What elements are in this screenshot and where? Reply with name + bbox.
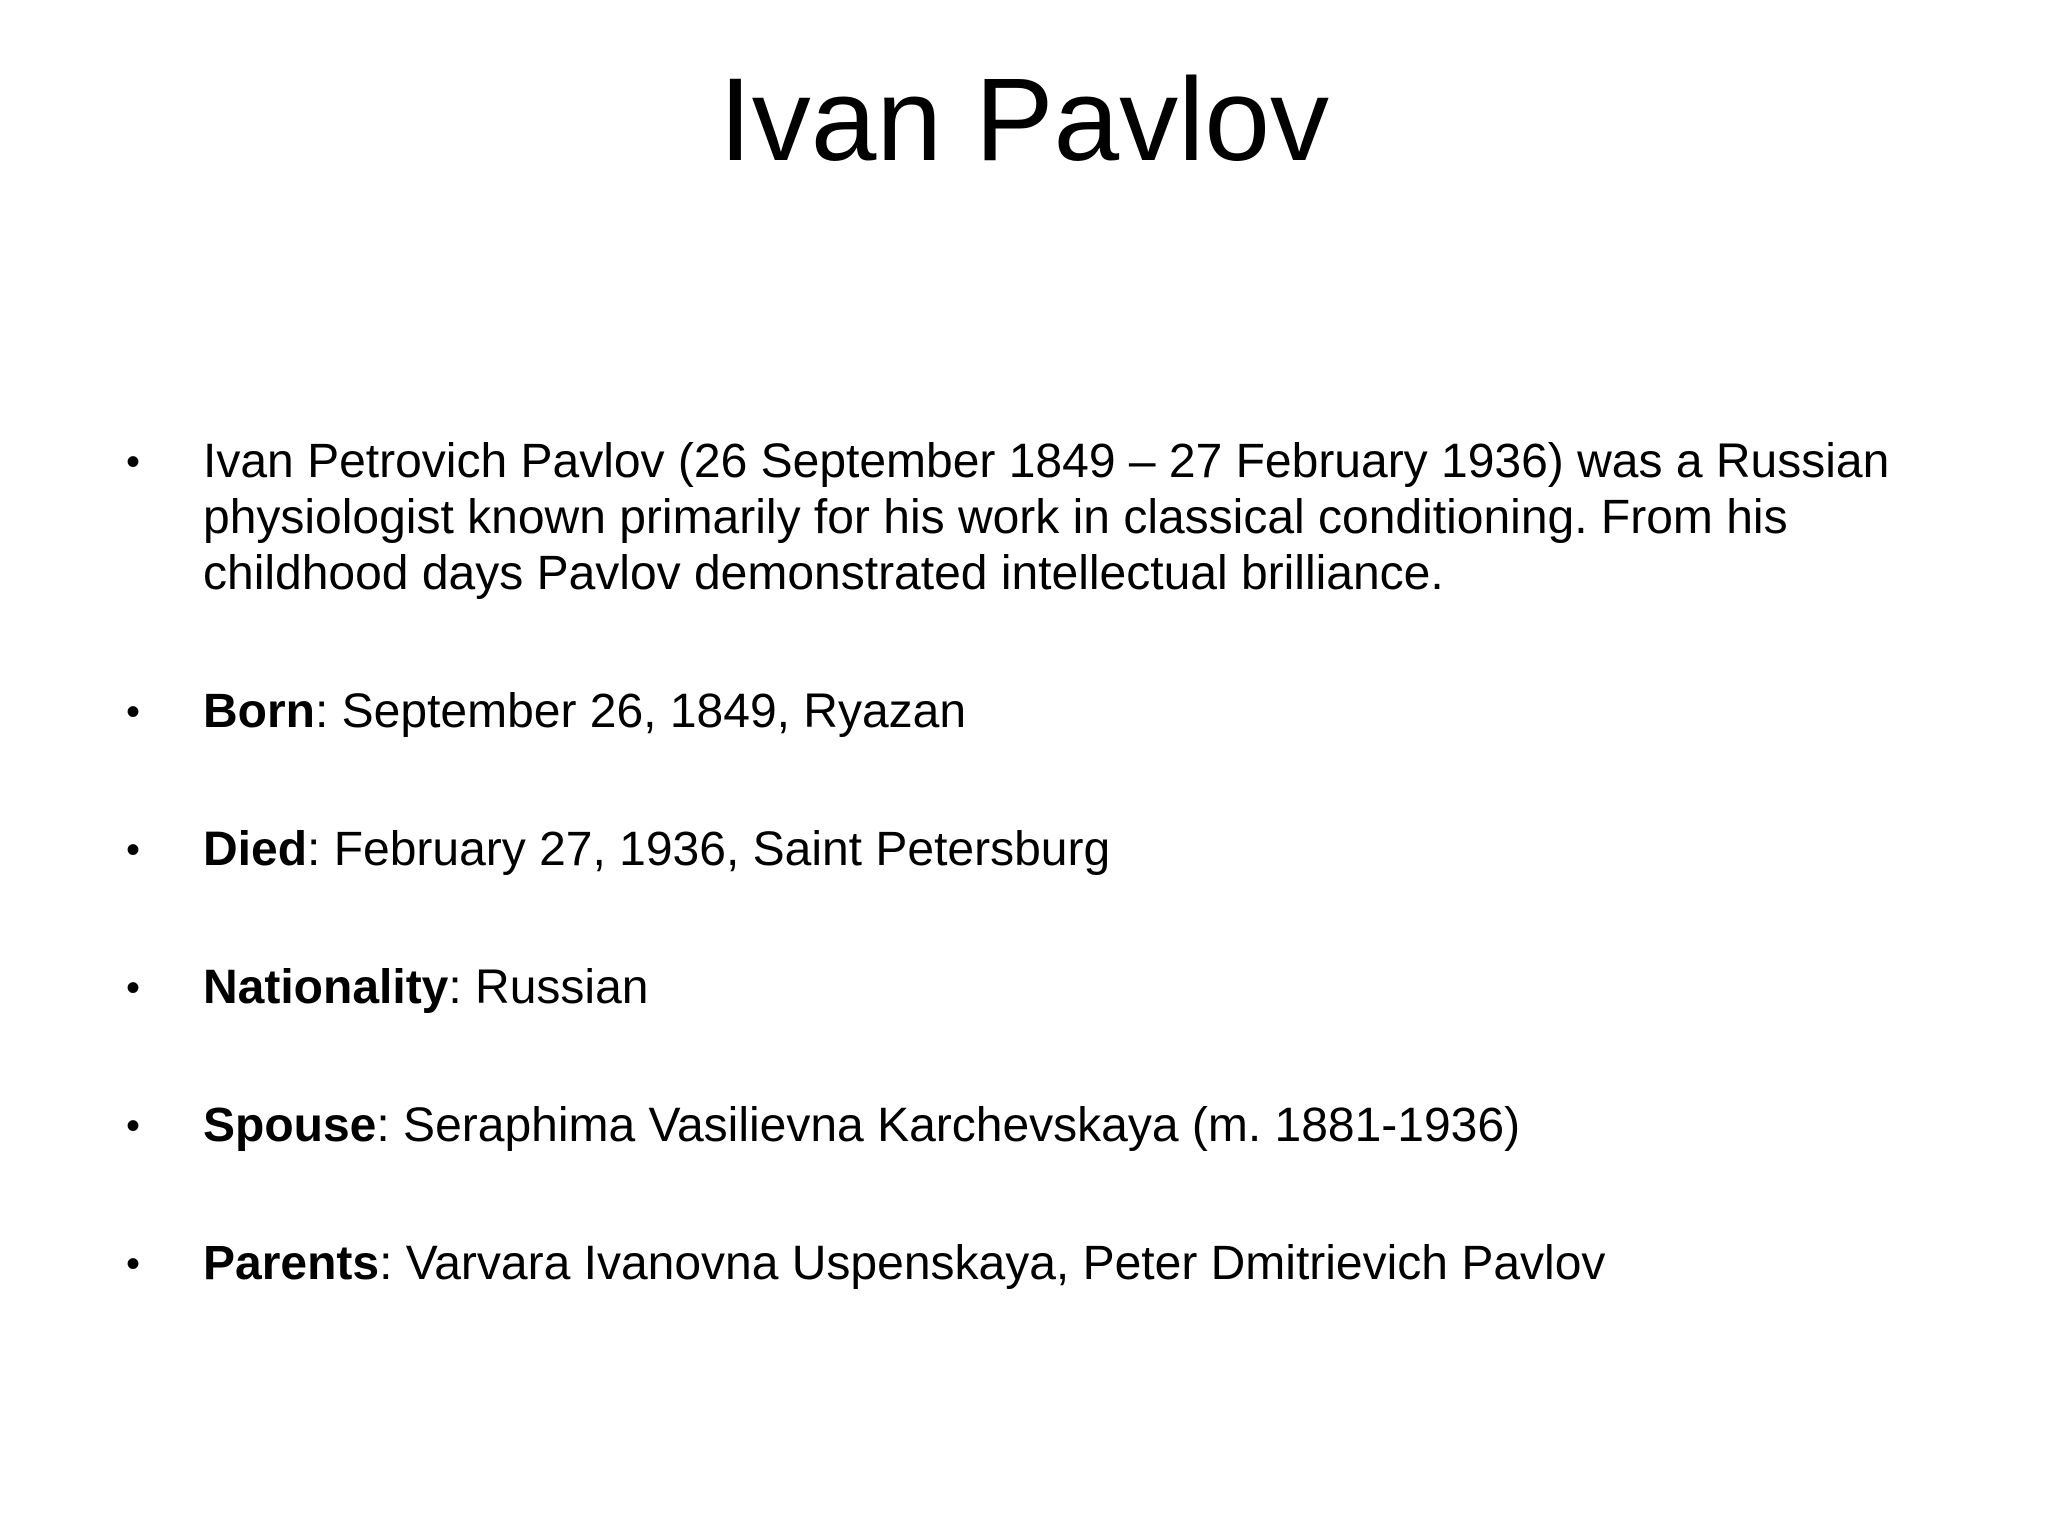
bullet-dot-icon: •: [126, 690, 141, 734]
bullet-intro: [126, 434, 1986, 602]
fact-value: : Seraphima Vasilievna Karchevskaya (m. 1881-1936): [376, 1099, 1521, 1152]
fact-value: : Russian: [448, 961, 649, 1014]
bullet-list: [126, 434, 1986, 1292]
bullet-dot-icon: •: [126, 1104, 141, 1148]
fact-value: : Varvara Ivanovna Uspenskaya, Peter Dmitrievich Pavlov: [379, 1237, 1606, 1290]
fact-label: Nationality: [203, 961, 449, 1014]
fact-label: Born: [203, 685, 315, 738]
bullet-parents: [126, 1236, 1986, 1292]
fact-label: Spouse: [203, 1099, 377, 1152]
bullet-died: [126, 822, 1986, 878]
bullet-nationality: [126, 960, 1986, 1016]
bullet-spouse: [126, 1098, 1986, 1154]
bullet-dot-icon: •: [126, 440, 141, 484]
bullet-dot-icon: •: [126, 1242, 141, 1286]
slide-title: Ivan Pavlov: [719, 54, 1329, 186]
intro-text: Ivan Petrovich Pavlov (26 September 1849 – 27 February 1936) was a Russian physiologist known primarily for his work in classical conditioning. From his childhood days Pavlov demonstrated intellectual brilliance.: [203, 435, 1890, 600]
bullet-dot-icon: •: [126, 828, 141, 872]
fact-value: : September 26, 1849, Ryazan: [314, 685, 967, 738]
fact-label: Parents: [203, 1237, 380, 1290]
bullet-dot-icon: •: [126, 966, 141, 1010]
fact-value: : February 27, 1936, Saint Petersburg: [307, 823, 1111, 876]
bullet-born: [126, 684, 1986, 740]
fact-label: Died: [203, 823, 308, 876]
